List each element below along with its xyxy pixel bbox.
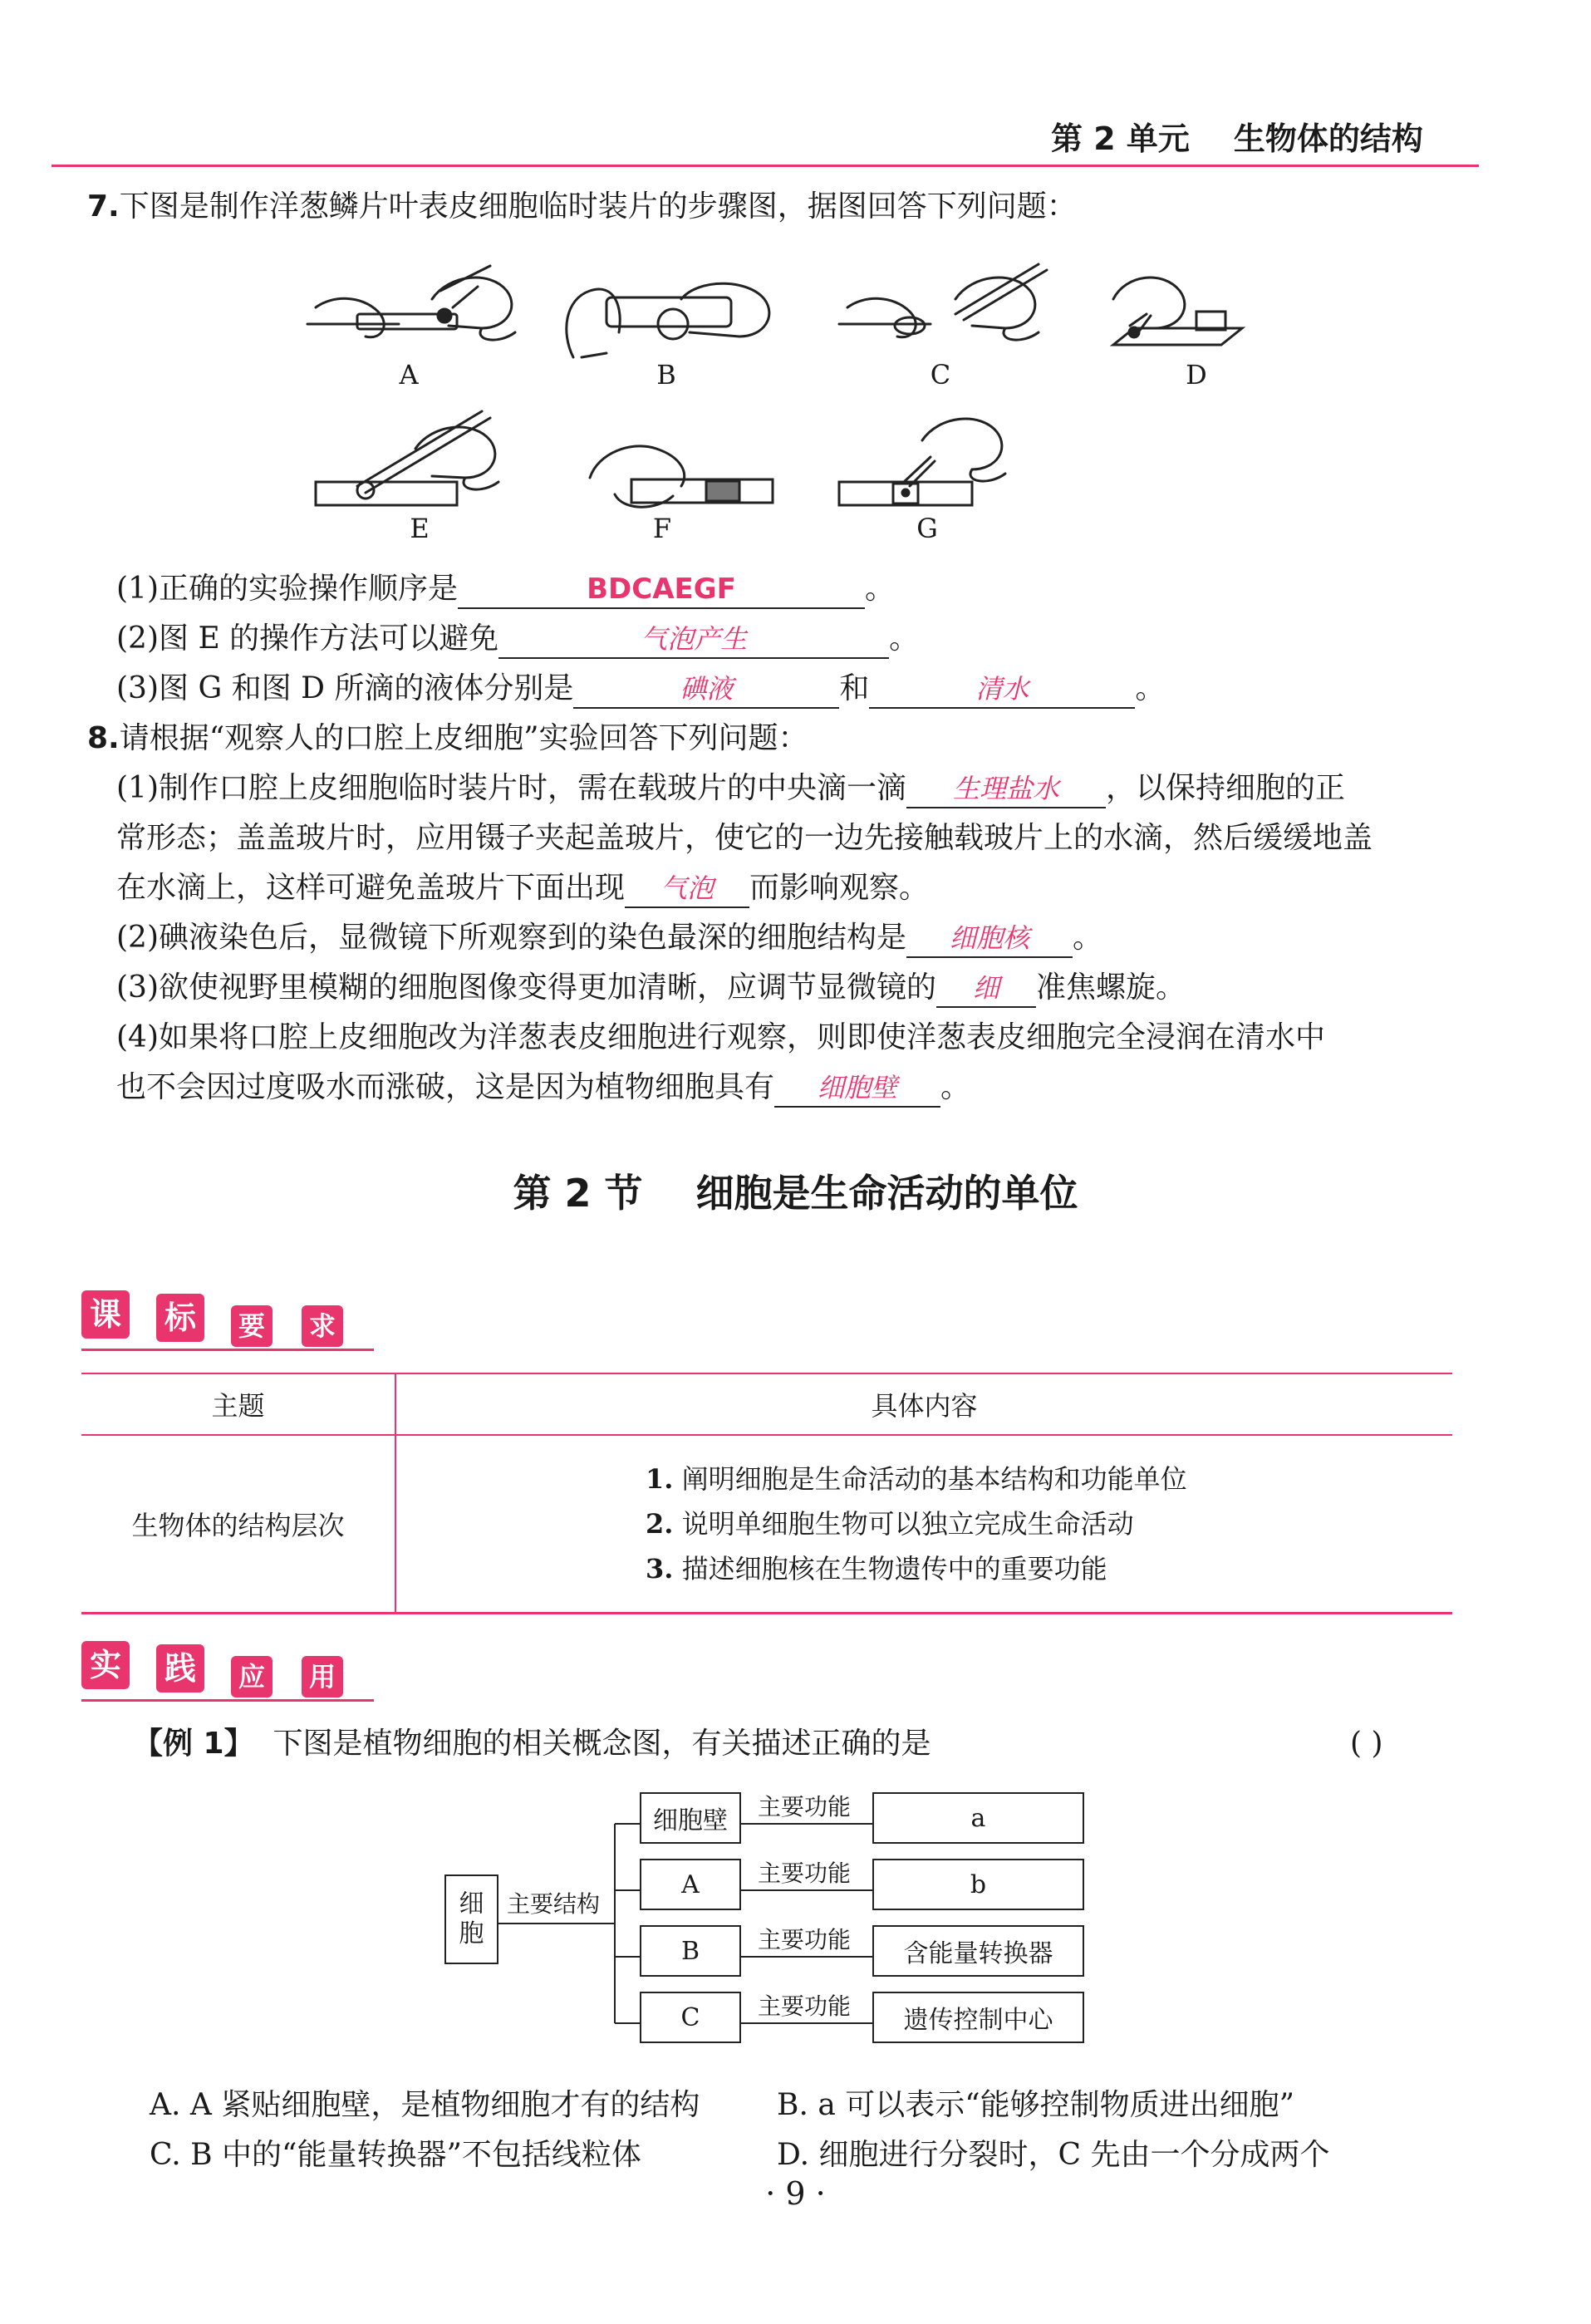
q7-procedure-figure <box>282 249 1304 548</box>
q8-sub3-blank <box>936 970 1036 1008</box>
header-rule <box>52 165 1479 167</box>
q7-sub2-end: 。 <box>889 622 920 656</box>
example1-prompt-text: 下图是植物细胞的相关概念图，有关描述正确的是 <box>273 1727 931 1761</box>
q8-sub2-text: (2)碘液染色后，显微镜下所观察到的染色最深的细胞结构是 <box>116 921 906 955</box>
q8-sub1-line1 <box>116 763 1345 814</box>
q8-sub4-line2 <box>116 1062 970 1113</box>
banner-practice-char-2: 践 <box>156 1644 204 1693</box>
q7-sub2-text: (2)图 E 的操作方法可以避免 <box>116 622 499 656</box>
q8-sub4-text: 也不会因过度吸水而涨破，这是因为植物细胞具有 <box>116 1070 775 1104</box>
q7-sub3-blank1 <box>573 671 839 709</box>
q7-sub1-answer: BDCAEGF <box>587 572 736 606</box>
q8-sub1-answer1: 生理盐水 <box>952 773 1059 804</box>
concept-map-root-top: 细 <box>459 1889 484 1919</box>
figure-label-g: G <box>916 513 938 544</box>
concept-map-edge-structure: 主要结构 <box>507 1890 601 1918</box>
standards-item-2-num: 2. <box>646 1508 674 1540</box>
q8-sub4-line1: (4)如果将口腔上皮细胞改为洋葱表皮细胞进行观察，则即使洋葱表皮细胞完全浸润在清水中 <box>116 1020 1325 1054</box>
concept-map-function-4: 遗传控制中心 <box>872 1992 1084 2043</box>
banner-standards-char-2: 标 <box>156 1294 204 1342</box>
example1-option-c: C. B 中的“能量转换器”不包括线粒体 <box>150 2138 641 2172</box>
table-row <box>81 1435 1452 1614</box>
q7-sub2 <box>116 613 919 665</box>
banner-standards-char-4: 求 <box>302 1305 343 1347</box>
q8-sub1-answer2: 气泡 <box>660 872 714 904</box>
figure-step-e <box>316 411 498 505</box>
standards-item-1-text: 阐明细胞是生命活动的基本结构和功能单位 <box>673 1463 1187 1495</box>
example1-option-d: D. 细胞进行分裂时，C 先由一个分成两个 <box>777 2138 1330 2172</box>
q7-sub3 <box>116 663 1165 715</box>
figure-label-e: E <box>410 513 430 544</box>
q8-sub1-blank1 <box>906 770 1106 808</box>
q8-sub1-text1: (1)制作口腔上皮细胞临时装片时，需在载玻片的中央滴一滴 <box>116 771 906 805</box>
q7-sub2-blank <box>498 621 889 659</box>
standards-topic-cell: 生物体的结构层次 <box>81 1435 395 1614</box>
banner-standards-char-1: 课 <box>81 1290 130 1339</box>
page-header-title: 第 2 单元 生物体的结构 <box>1051 120 1423 157</box>
figure-step-g <box>839 419 1005 505</box>
q8-sub1-line3 <box>116 862 929 914</box>
q8-sub3-text: (3)欲使视野里模糊的细胞图像变得更加清晰，应调节显微镜的 <box>116 970 936 1005</box>
example1-option-b: B. a 可以表示“能够控制物质进出细胞” <box>777 2088 1295 2122</box>
q7-sub3-answer2: 清水 <box>975 673 1029 705</box>
q8-sub2-answer: 细胞核 <box>949 922 1029 954</box>
q7-sub3-blank2 <box>869 671 1135 709</box>
example1-option-a: A. A 紧贴细胞壁，是植物细胞才有的结构 <box>150 2088 700 2122</box>
figure-step-f <box>590 446 773 507</box>
q7-sub1-blank <box>458 571 865 609</box>
q8-sub2-end: 。 <box>1073 921 1103 955</box>
example1-answer-bracket: ( ) <box>1350 1727 1383 1761</box>
q7-sub3-answer1: 碘液 <box>680 673 734 705</box>
banner-standards <box>81 1290 374 1347</box>
q7-prompt <box>87 181 1077 233</box>
figure-step-b <box>567 283 769 357</box>
standards-item-3-num: 3. <box>646 1553 674 1585</box>
q7-sub3-mid: 和 <box>839 671 870 705</box>
section-title: 第 2 节 细胞是生命活动的单位 <box>513 1171 1078 1216</box>
figure-step-d <box>1113 278 1242 345</box>
figure-label-d: D <box>1186 359 1207 391</box>
q7-prompt-text: 下图是制作洋葱鳞片叶表皮细胞临时装片的步骤图，据图回答下列问题： <box>119 189 1077 224</box>
standards-item-3-text: 描述细胞核在生物遗传中的重要功能 <box>673 1553 1107 1585</box>
q8-sub1-text4: 而影响观察。 <box>749 871 930 905</box>
standards-item-2-text: 说明单细胞生物可以独立完成生命活动 <box>673 1508 1134 1540</box>
q8-prompt <box>87 713 808 764</box>
banner-practice-underline <box>81 1699 374 1702</box>
concept-map-structure-2: A <box>640 1859 741 1910</box>
q7-sub1-end: 。 <box>865 572 896 606</box>
q7-sub1 <box>116 563 895 615</box>
q8-sub1-text2: ，以保持细胞的正 <box>1106 771 1346 805</box>
concept-map-root-bottom: 胞 <box>459 1919 484 1948</box>
concept-map-edge-function-2: 主要功能 <box>758 1860 852 1887</box>
standards-header-topic: 主题 <box>81 1373 395 1435</box>
concept-map-function-3: 含能量转换器 <box>872 1925 1084 1977</box>
q8-sub2-blank <box>906 920 1073 958</box>
q7-sub3-text: (3)图 G 和图 D 所滴的液体分别是 <box>116 671 574 705</box>
q8-sub4-answer: 细胞壁 <box>818 1072 898 1103</box>
standards-table-header-row <box>81 1373 1452 1435</box>
standards-item-1-num: 1. <box>646 1463 674 1495</box>
banner-practice-char-1: 实 <box>81 1641 130 1689</box>
concept-map-edge-function-4: 主要功能 <box>758 1992 852 2020</box>
q8-sub3-end: 准焦螺旋。 <box>1036 970 1186 1005</box>
standards-item-1 <box>646 1457 1451 1501</box>
q8-prompt-text: 请根据“观察人的口腔上皮细胞”实验回答下列问题： <box>119 721 808 755</box>
standards-content-cell <box>395 1435 1452 1614</box>
q8-number: 8. <box>87 721 120 755</box>
banner-standards-underline <box>81 1349 374 1351</box>
banner-practice <box>81 1641 374 1698</box>
q8-sub2 <box>116 912 1102 964</box>
concept-map-function-1: a <box>872 1792 1084 1844</box>
banner-standards-char-3: 要 <box>231 1305 273 1347</box>
q8-sub3-answer: 细 <box>972 972 999 1004</box>
figure-label-b: B <box>656 359 676 391</box>
figure-label-a: A <box>399 359 419 391</box>
banner-practice-char-4: 用 <box>302 1656 343 1698</box>
concept-map-function-2: b <box>872 1859 1084 1910</box>
q7-sub2-answer: 气泡产生 <box>641 623 748 655</box>
concept-map-structure-4: C <box>640 1992 741 2043</box>
q8-sub1-blank2 <box>625 870 749 908</box>
q8-sub4-end: 。 <box>940 1070 971 1104</box>
figure-step-c <box>839 264 1047 340</box>
concept-map-structure-1: 细胞壁 <box>640 1792 741 1844</box>
standards-table <box>81 1373 1452 1614</box>
figure-label-c: C <box>930 359 951 391</box>
q8-sub4-blank <box>774 1069 940 1108</box>
concept-map-edge-function-1: 主要功能 <box>758 1793 852 1820</box>
q8-sub1-line2: 常形态；盖盖玻片时，应用镊子夹起盖玻片，使它的一边先接触载玻片上的水滴，然后缓缓地盖 <box>116 821 1373 855</box>
standards-header-content: 具体内容 <box>395 1373 1452 1435</box>
q8-sub3 <box>116 962 1186 1014</box>
concept-map-root-cell <box>444 1874 498 1964</box>
standards-item-3 <box>646 1546 1451 1591</box>
q7-sub3-end: 。 <box>1135 671 1166 705</box>
banner-practice-char-3: 应 <box>231 1656 273 1698</box>
q7-sub1-text: (1)正确的实验操作顺序是 <box>116 572 458 606</box>
q7-number: 7. <box>87 189 120 224</box>
example1-prompt <box>133 1718 931 1770</box>
concept-map-structure-3: B <box>640 1925 741 1977</box>
concept-map-edge-function-3: 主要功能 <box>758 1926 852 1953</box>
example1-label: 【例 1】 <box>133 1727 254 1761</box>
page-number: · 9 · <box>765 2175 826 2212</box>
figure-label-f: F <box>652 513 672 544</box>
figure-step-a <box>307 266 515 340</box>
standards-item-2 <box>646 1501 1451 1546</box>
q8-sub1-text3: 在水滴上，这样可避免盖玻片下面出现 <box>116 871 626 905</box>
